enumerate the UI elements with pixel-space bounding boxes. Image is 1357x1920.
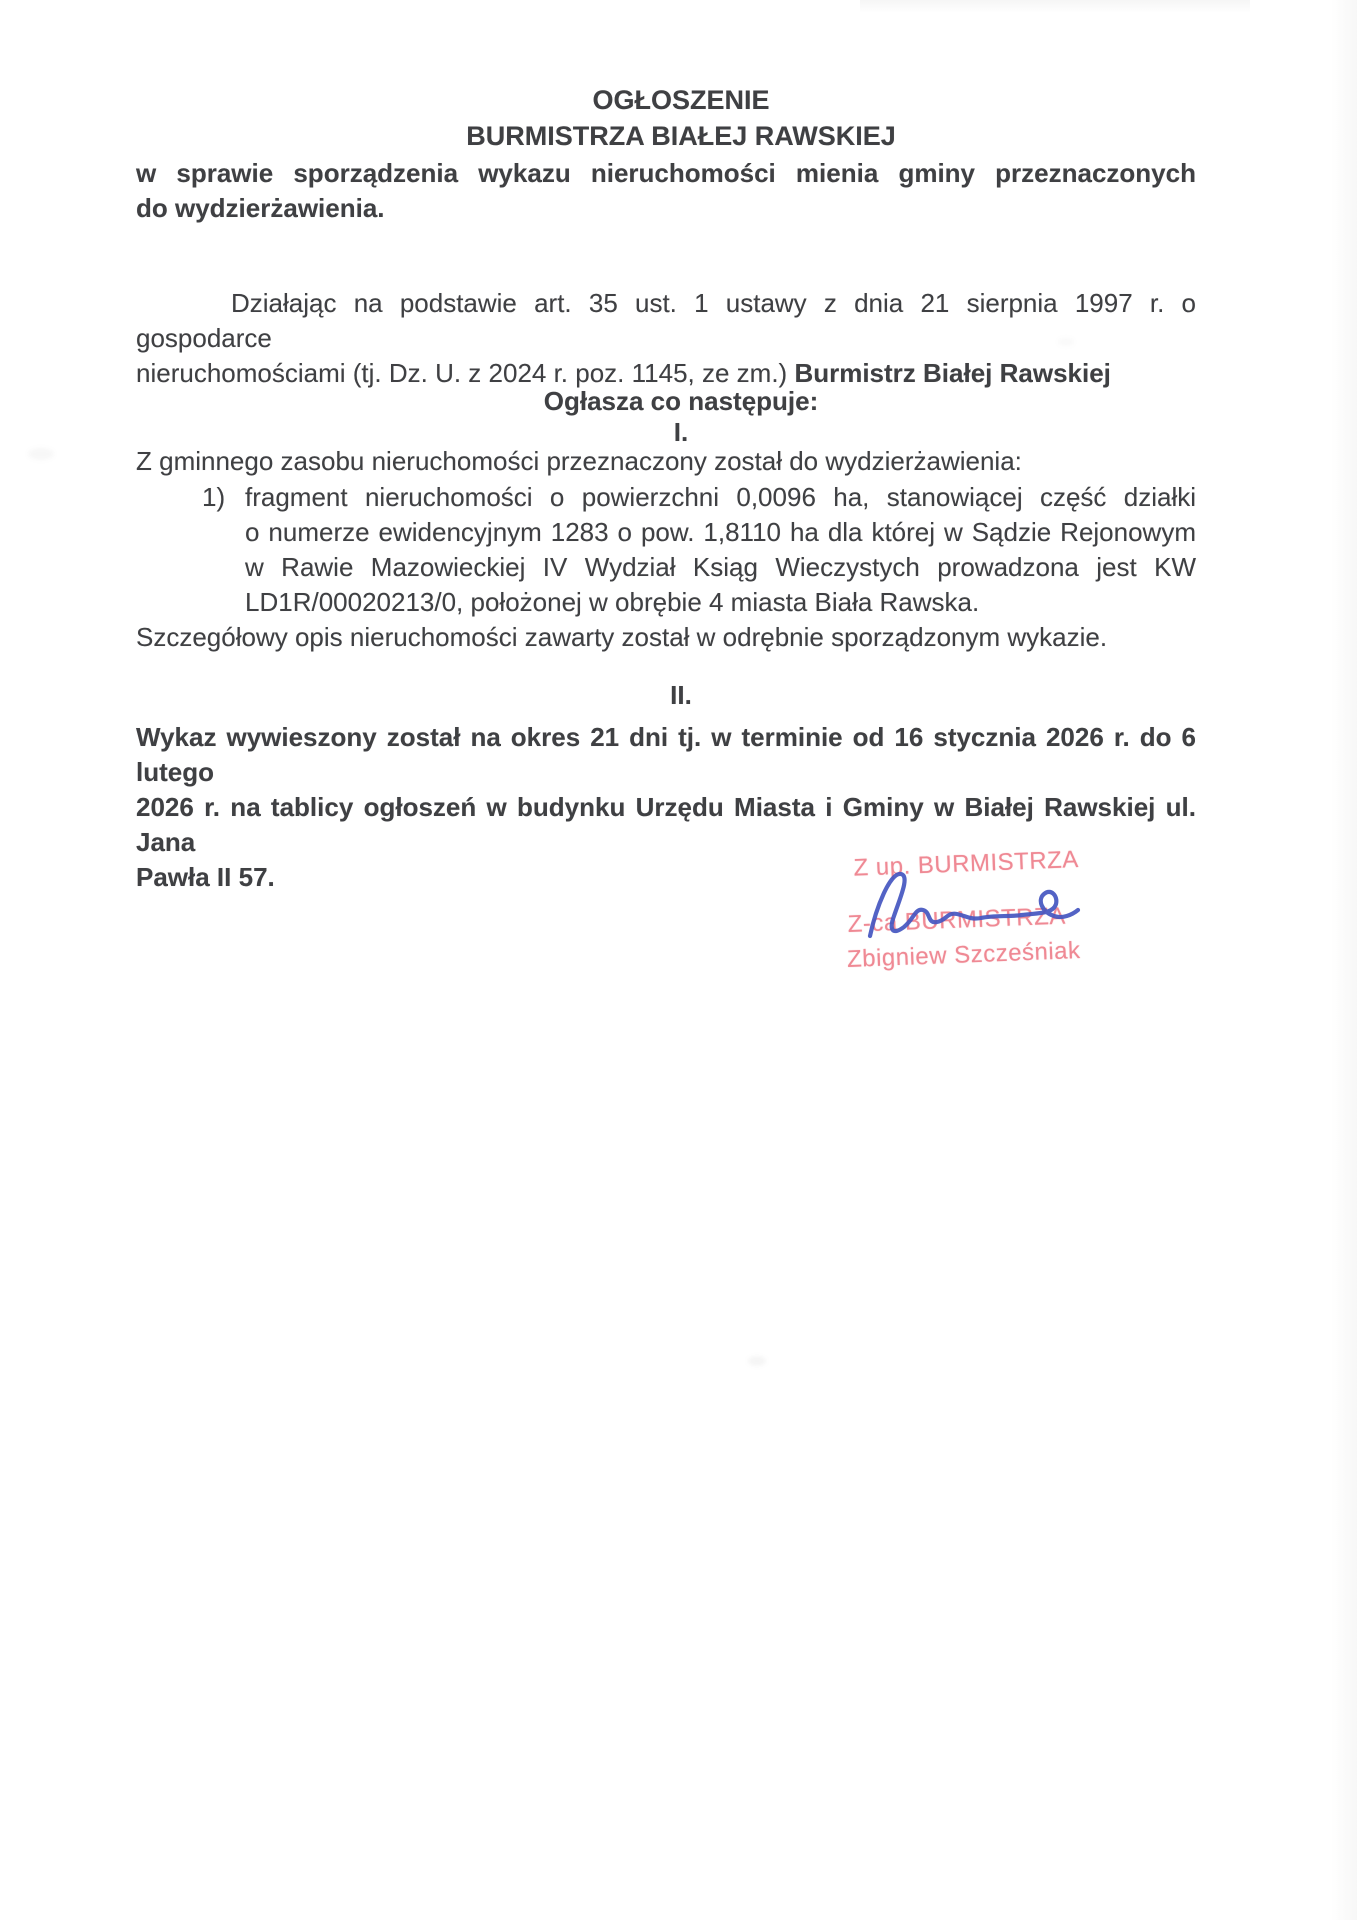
list-item-1-line-2: o numerze ewidencyjnym 1283 o pow. 1,8110 ha dla której w Sądzie Rejonowym	[245, 517, 1196, 547]
title-line-2: BURMISTRZA BIAŁEJ RAWSKIEJ	[466, 121, 896, 151]
stamp-line-deputy-title: Z-ca BURMISTRZA	[847, 902, 1067, 938]
list-item-1-line-4: LD1R/00020213/0, położonej w obrębie 4 miasta Biała Rawska.	[245, 587, 980, 617]
section-1-outro: Szczegółowy opis nieruchomości zawarty został w odrębnie sporządzonym wykazie.	[136, 622, 1108, 652]
scan-smudge	[748, 1356, 766, 1366]
subject-line-2: do wydzierżawienia.	[136, 193, 385, 223]
section-2-line-2: 2026 r. na tablicy ogłoszeń w budynku Urzędu Miasta i Gminy w Białej Rawskiej ul. Jana	[136, 792, 1196, 857]
stamp-line-signer-name: Zbigniew Szcześniak	[846, 937, 1082, 973]
handwritten-signature	[854, 862, 1084, 954]
scan-artifact-top-edge	[860, 0, 1250, 13]
announce-heading: Ogłasza co następuje:	[543, 386, 819, 416]
stamp-line-authorization: Z up. BURMISTRZA	[853, 846, 1080, 882]
signature-stroke	[870, 874, 1078, 936]
legal-basis-regular-text: nieruchomościami (tj. Dz. U. z 2024 r. poz. 1145, ze zm.)	[136, 358, 795, 388]
subject-paragraph	[136, 156, 1196, 226]
subject-line-1: w sprawie sporządzenia wykazu nieruchomości mienia gminy przeznaczonych	[136, 158, 1196, 188]
legal-basis-paragraph	[136, 286, 1196, 391]
section-2-label: II.	[670, 680, 692, 710]
list-item-1-line-1: fragment nieruchomości o powierzchni 0,0096 ha, stanowiącej część działki	[245, 482, 1196, 512]
document-title	[136, 82, 1196, 154]
scan-smudge	[28, 448, 54, 460]
list-item-1-marker: 1)	[202, 482, 226, 512]
section-2-line-3: Pawła II 57.	[136, 862, 275, 892]
list-item-1-line-3: w Rawie Mazowieckiej IV Wydział Ksiąg Wieczystych prowadzona jest KW	[245, 552, 1196, 582]
legal-basis-line-1: Działając na podstawie art. 35 ust. 1 ustawy z dnia 21 sierpnia 1997 r. o gospodarce	[136, 288, 1196, 353]
section-1-label: I.	[673, 417, 689, 447]
scan-artifact-right-edge	[1331, 0, 1357, 1920]
mayor-name-bold: Burmistrz Białej Rawskiej	[794, 358, 1111, 388]
section-2-line-1: Wykaz wywieszony został na okres 21 dni tj. w terminie od 16 stycznia 2026 r. do 6 lutego	[136, 722, 1196, 787]
section-1-intro: Z gminnego zasobu nieruchomości przeznaczony został do wydzierżawienia:	[136, 446, 1022, 476]
title-line-1: OGŁOSZENIE	[592, 85, 770, 115]
list-item-1	[202, 480, 1196, 620]
